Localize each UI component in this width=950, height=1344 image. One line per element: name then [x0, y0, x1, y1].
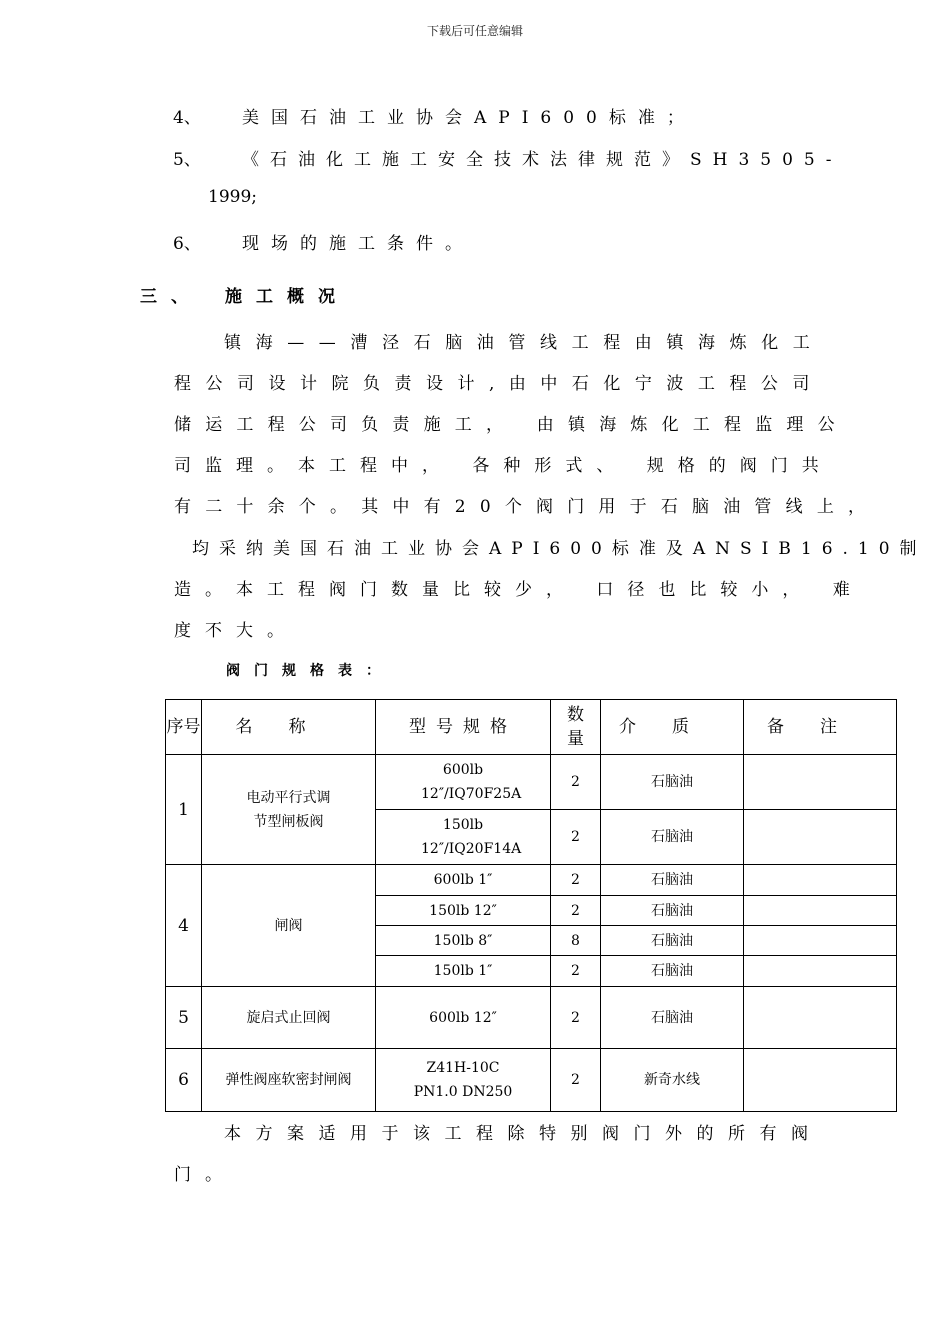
page-header: 下载后可任意编辑: [426, 24, 523, 38]
paragraph-line: 度不大。: [174, 621, 298, 641]
ref-item-4-number: 4、: [173, 108, 201, 128]
remark-cell: [744, 865, 897, 896]
qty-cell: 2: [551, 1049, 601, 1112]
model-cell: 600lb 12″: [376, 987, 551, 1049]
header-remark: 备注: [744, 700, 897, 755]
name-cell: 旋启式止回阀: [202, 987, 376, 1049]
medium-cell: 石脑油: [601, 865, 744, 896]
medium-cell: 石脑油: [601, 755, 744, 810]
medium-cell: 新奇水线: [601, 1049, 744, 1112]
medium-cell: 石脑油: [601, 926, 744, 956]
table-row: [166, 755, 897, 810]
paragraph-line: 程公司设计院负责设计,由中石化宁波工程公司: [174, 374, 824, 394]
header-name: 名称: [202, 700, 376, 755]
qty-cell: 2: [551, 896, 601, 926]
paragraph-line: 有二十余个。其中有20个阀门用于石脑油管线上，: [174, 497, 880, 517]
ref-item-4-text: 美国石油工业协会API600标准；: [242, 108, 696, 128]
qty-cell: 8: [551, 926, 601, 956]
remark-cell: [744, 987, 897, 1049]
section-3-number: 三、: [140, 287, 202, 307]
section-3-title: 施工概况: [225, 287, 349, 307]
paragraph-line: 储运工程公司负责施工， 由镇海炼化工程监理公: [174, 415, 849, 435]
remark-cell: [744, 896, 897, 926]
paragraph-line: 均采纳美国石油工业协会API600标准及ANSIB16.10制: [192, 539, 927, 559]
ref-item-6-text: 现场的施工条件。: [242, 234, 474, 254]
model-cell: 150lb 1″: [376, 956, 551, 987]
model-cell: 150lb 12″: [376, 896, 551, 926]
seq-cell: 5: [166, 987, 202, 1049]
header-medium: 介质: [601, 700, 744, 755]
table-title: 阀门规格表：: [226, 663, 394, 679]
remark-cell: [744, 755, 897, 810]
closing-paragraph-line: 本方案适用于该工程除特别阀门外的所有阀: [224, 1124, 823, 1144]
header-qty: 数量: [551, 700, 601, 755]
model-cell: 150lb 12″/IQ20F14A: [376, 810, 551, 865]
remark-cell: [744, 1049, 897, 1112]
qty-cell: 2: [551, 755, 601, 810]
ref-item-5-number: 5、: [173, 150, 201, 170]
medium-cell: 石脑油: [601, 956, 744, 987]
paragraph-line: 司监理。本工程中， 各种形式、 规格的阀门共: [174, 456, 833, 476]
remark-cell: [744, 810, 897, 865]
qty-cell: 2: [551, 987, 601, 1049]
name-cell: 电动平行式调节型闸板阀: [202, 755, 376, 865]
table-header-row: [166, 700, 897, 755]
medium-cell: 石脑油: [601, 810, 744, 865]
ref-item-5-text: 《石油化工施工安全技术法律规范》SH3505-: [242, 150, 843, 170]
qty-cell: 2: [551, 810, 601, 865]
paragraph-line: 镇海——漕泾石脑油管线工程由镇海炼化工: [224, 333, 825, 353]
remark-cell: [744, 956, 897, 987]
table-row: [166, 865, 897, 896]
ref-item-6-number: 6、: [173, 234, 201, 254]
model-cell: Z41H-10C PN1.0 DN250: [376, 1049, 551, 1112]
model-cell: 600lb 12″/IQ70F25A: [376, 755, 551, 810]
model-cell: 600lb 1″: [376, 865, 551, 896]
ref-item-5-continuation: 1999;: [208, 187, 257, 207]
medium-cell: 石脑油: [601, 896, 744, 926]
seq-cell: 6: [166, 1049, 202, 1112]
seq-cell: 4: [166, 865, 202, 987]
remark-cell: [744, 926, 897, 956]
table-row: [166, 987, 897, 1049]
table-row: [166, 1049, 897, 1112]
model-cell: 150lb 8″: [376, 926, 551, 956]
closing-paragraph-line: 门。: [174, 1165, 236, 1185]
medium-cell: 石脑油: [601, 987, 744, 1049]
header-seq: 序号: [166, 700, 202, 755]
seq-cell: 1: [166, 755, 202, 865]
name-cell: 弹性阀座软密封闸阀: [202, 1049, 376, 1112]
valve-spec-table: [165, 699, 897, 1112]
qty-cell: 2: [551, 956, 601, 987]
qty-cell: 2: [551, 865, 601, 896]
header-model: 型号规格: [376, 700, 551, 755]
paragraph-line: 造。本工程阀门数量比较少， 口径也比较小， 难: [174, 580, 864, 600]
name-cell: 闸阀: [202, 865, 376, 987]
